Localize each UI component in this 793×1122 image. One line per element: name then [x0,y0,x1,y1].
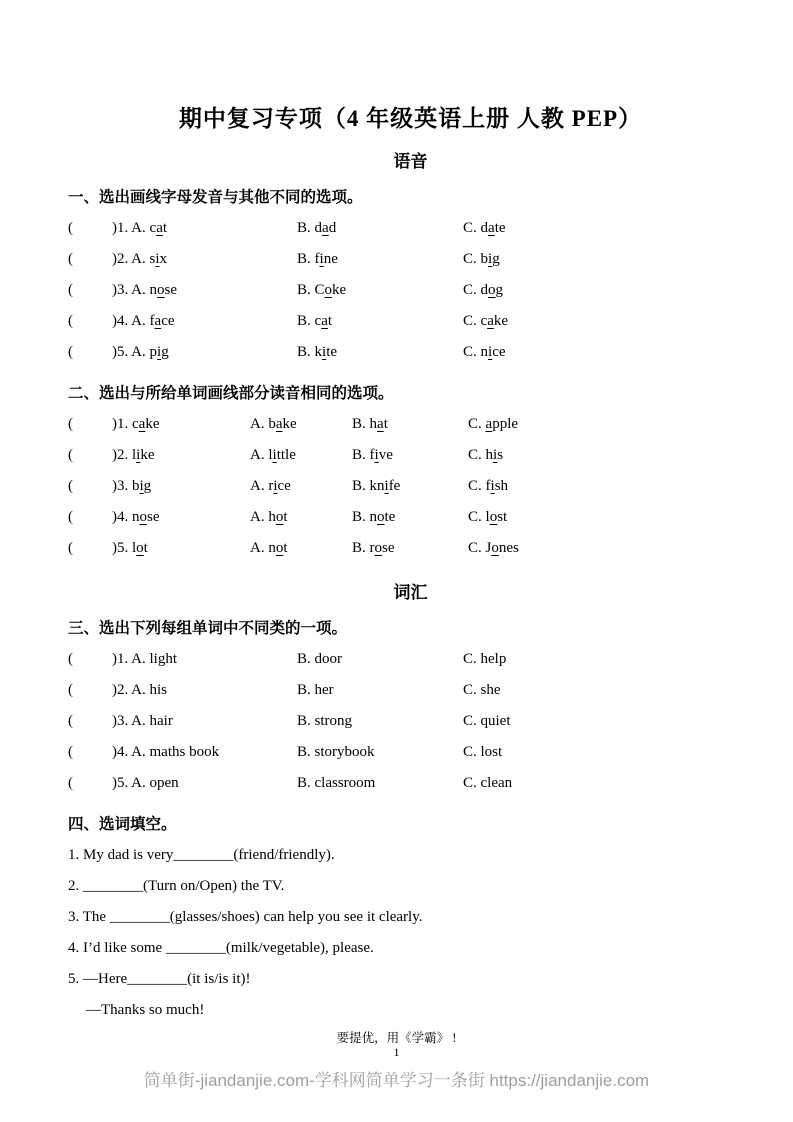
answer-paren: ( [68,509,73,525]
question-row [68,213,753,244]
question-and-option-a: )2. A. his [112,682,168,698]
question-and-option-a: )3. A. nose [112,282,178,298]
question-and-option-a: )3. A. hair [112,713,173,729]
option-c: C. she [463,682,501,698]
site-watermark: 简单街-jiandanjie.com-学科网简单学习一条街 https://jiandanjie.com [143,1071,650,1090]
answer-paren: ( [68,540,73,556]
section-heading: 四、选词填空。 [68,816,177,833]
option-a: A. bake [250,416,297,432]
page-title: 期中复习专项（4 年级英语上册 人教 PEP） [178,106,643,131]
question-row [68,275,753,306]
option-a: A. rice [250,478,291,494]
underlined-letter: i [490,478,495,494]
option-c: C. help [463,651,507,667]
underlined-letter: i [488,251,493,267]
underlined-letter: i [322,344,327,360]
answer-paren: ( [68,478,73,494]
answer-paren: ( [68,313,73,329]
underlined-letter: i [319,251,324,267]
option-b: B. kite [297,344,338,360]
question-row [68,502,753,533]
option-c: C. apple [468,416,519,432]
section-heading: 一、选出画线字母发音与其他不同的选项。 [68,189,363,206]
question-row [68,471,753,502]
question-row [68,675,753,706]
question-row [68,244,753,275]
option-b: B. storybook [297,744,375,760]
worksheet-body [68,147,753,1026]
option-c: C. fish [468,478,509,494]
option-c: C. Jones [468,540,519,556]
question-row [68,706,753,737]
underlined-letter: a [488,220,495,236]
underlined-letter: o [275,509,284,525]
question-and-option-a: )4. A. face [112,313,175,329]
underlined-letter: o [157,282,165,298]
answer-paren: ( [68,416,73,432]
option-c: C. lost [463,744,503,760]
option-a: A. not [250,540,288,556]
answer-paren: ( [68,282,73,298]
underlined-letter: i [272,447,277,463]
option-b: B. Coke [297,282,347,298]
section-title: 词汇 [393,583,428,602]
question-and-option-a: )5. A. open [112,775,179,791]
answer-paren: ( [68,344,73,360]
underlined-letter: i [384,478,389,494]
option-c: C. quiet [463,713,511,729]
question-row [68,306,753,337]
question-row [68,644,753,675]
answer-paren: ( [68,713,73,729]
answer-paren: ( [68,744,73,760]
question-and-option-a: )1. A. light [112,651,178,667]
question-and-option-a: )2. A. six [112,251,168,267]
fill-blank-line: 3. The ________(glasses/shoes) can help you see it clearly. [68,909,423,925]
answer-paren: ( [68,251,73,267]
underlined-letter: a [487,313,494,329]
question-and-option-a: )5. A. pig [112,344,169,360]
question-stem: )4. nose [112,509,160,525]
option-b: B. hat [352,416,388,432]
underlined-letter: a [321,313,328,329]
option-b: B. note [352,509,396,525]
question-row [68,409,753,440]
option-c: C. dog [463,282,504,298]
option-b: B. fine [297,251,338,267]
answer-paren: ( [68,220,73,236]
page-number: 1 [393,1045,400,1059]
underlined-letter: o [136,540,144,556]
option-b: B. five [352,447,393,463]
fill-blank-line: 2. ________(Turn on/Open) the TV. [68,878,285,894]
underlined-letter: i [157,344,162,360]
underlined-letter: i [139,478,144,494]
answer-paren: ( [68,651,73,667]
fill-blank-line: 1. My dad is very________(friend/friendly). [68,847,335,863]
question-stem: )5. lot [112,540,148,556]
fill-blank-line: 4. I’d like some ________(milk/vegetable), please. [68,940,374,956]
question-stem: )2. like [112,447,155,463]
underlined-letter: i [488,344,493,360]
underlined-letter: o [275,540,284,556]
underlined-letter: a [154,313,162,329]
option-b: B. door [297,651,343,667]
underlined-letter: a [156,220,163,236]
section-heading: 二、选出与所给单词画线部分读音相同的选项。 [68,385,394,402]
option-a: A. little [250,447,296,463]
underlined-letter: i [374,447,379,463]
underlined-letter: a [138,416,146,432]
question-row [68,337,753,368]
option-b: B. rose [352,540,395,556]
option-b: B. her [297,682,334,698]
option-b: B. knife [352,478,401,494]
underlined-letter: o [374,540,383,556]
question-row [68,533,753,564]
fill-blank-line: —Thanks so much! [86,1002,205,1018]
underlined-letter: i [273,478,278,494]
underlined-letter: o [489,509,498,525]
fill-blank-line: 5. —Here________(it is/is it)! [68,971,251,987]
option-c: C. date [463,220,506,236]
underlined-letter: a [377,416,384,432]
underlined-letter: a [275,416,283,432]
option-b: B. cat [297,313,333,329]
option-c: C. cake [463,313,509,329]
underlined-letter: o [377,509,385,525]
underlined-letter: i [155,251,160,267]
question-row [68,440,753,471]
underlined-letter: i [493,447,498,463]
option-c: C. lost [468,509,508,525]
underlined-letter: i [136,447,141,463]
section-title: 语音 [393,152,428,171]
answer-paren: ( [68,682,73,698]
option-c: C. his [468,447,504,463]
underlined-letter: o [139,509,147,525]
option-c: C. nice [463,344,506,360]
underlined-letter: a [485,416,493,432]
question-stem: )3. big [112,478,152,494]
question-and-option-a: )1. A. cat [112,220,168,236]
question-and-option-a: )4. A. maths book [112,744,220,760]
option-b: B. dad [297,220,337,236]
option-b: B. strong [297,713,353,729]
underlined-letter: o [324,282,333,298]
answer-paren: ( [68,775,73,791]
underlined-letter: o [488,282,496,298]
option-b: B. classroom [297,775,376,791]
answer-paren: ( [68,447,73,463]
footer-slogan: 要提优，用《学霸》 ! [336,1031,457,1045]
option-c: C. clean [463,775,513,791]
option-c: C. big [463,251,500,267]
question-row [68,737,753,768]
question-stem: )1. cake [112,416,160,432]
section-heading: 三、选出下列每组单词中不同类的一项。 [68,620,348,637]
option-a: A. hot [250,509,288,525]
underlined-letter: a [322,220,329,236]
underlined-letter: o [491,540,499,556]
question-row [68,768,753,799]
